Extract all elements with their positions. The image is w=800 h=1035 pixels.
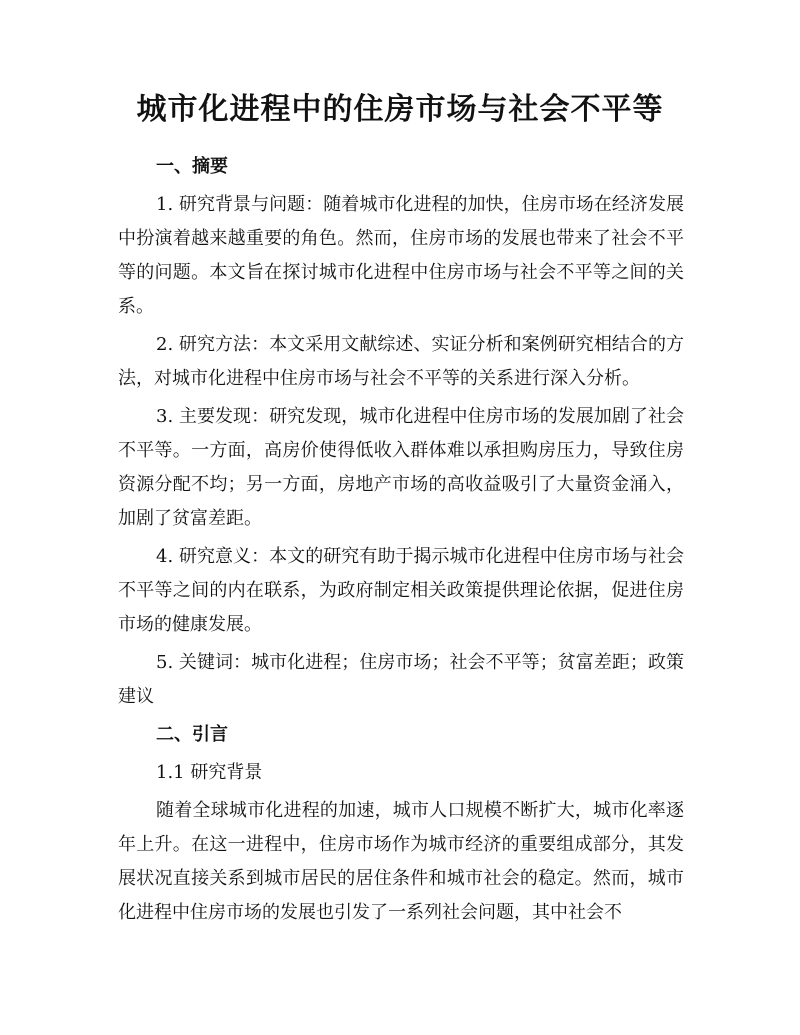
abstract-heading: 一、摘要 [156,156,228,177]
introduction-heading: 二、引言 [156,724,228,745]
abstract-item-5: 5. 关键词：城市化进程；住房市场；社会不平等；贫富差距；政策建议 [118,652,684,707]
abstract-item-3: 3. 主要发现：研究发现，城市化进程中住房市场的发展加剧了社会不平等。一方面，高房价使得低收入群体难以承担购房压力，导致住房资源分配不均；另一方面，房地产市场的高收益吸引了大量资金涌入，加剧了贫富差距。 [118,406,684,529]
abstract-item-4: 4. 研究意义：本文的研究有助于揭示城市化进程中住房市场与社会不平等之间的内在联系，为政府制定相关政策提供理论依据，促进住房市场的健康发展。 [118,546,684,635]
document-title: 城市化进程中的住房市场与社会不平等 [136,92,664,127]
introduction-subheading: 1.1 研究背景 [156,762,263,783]
abstract-item-1: 1. 研究背景与问题：随着城市化进程的加快，住房市场在经济发展中扮演着越来越重要的角色。然而，住房市场的发展也带来了社会不平等的问题。本文旨在探讨城市化进程中住房市场与社会不平等之间的关系。 [118,194,684,317]
document-body [118,150,684,930]
abstract-item-2: 2. 研究方法：本文采用文献综述、实证分析和案例研究相结合的方法，对城市化进程中住房市场与社会不平等的关系进行深入分析。 [118,334,684,389]
introduction-paragraph: 随着全球城市化进程的加速，城市人口规模不断扩大，城市化率逐年上升。在这一进程中，住房市场作为城市经济的重要组成部分，其发展状况直接关系到城市居民的居住条件和城市社会的稳定。然而，城市化进程中住房市场的发展也引发了一系列社会问题，其中社会不 [118,800,684,923]
